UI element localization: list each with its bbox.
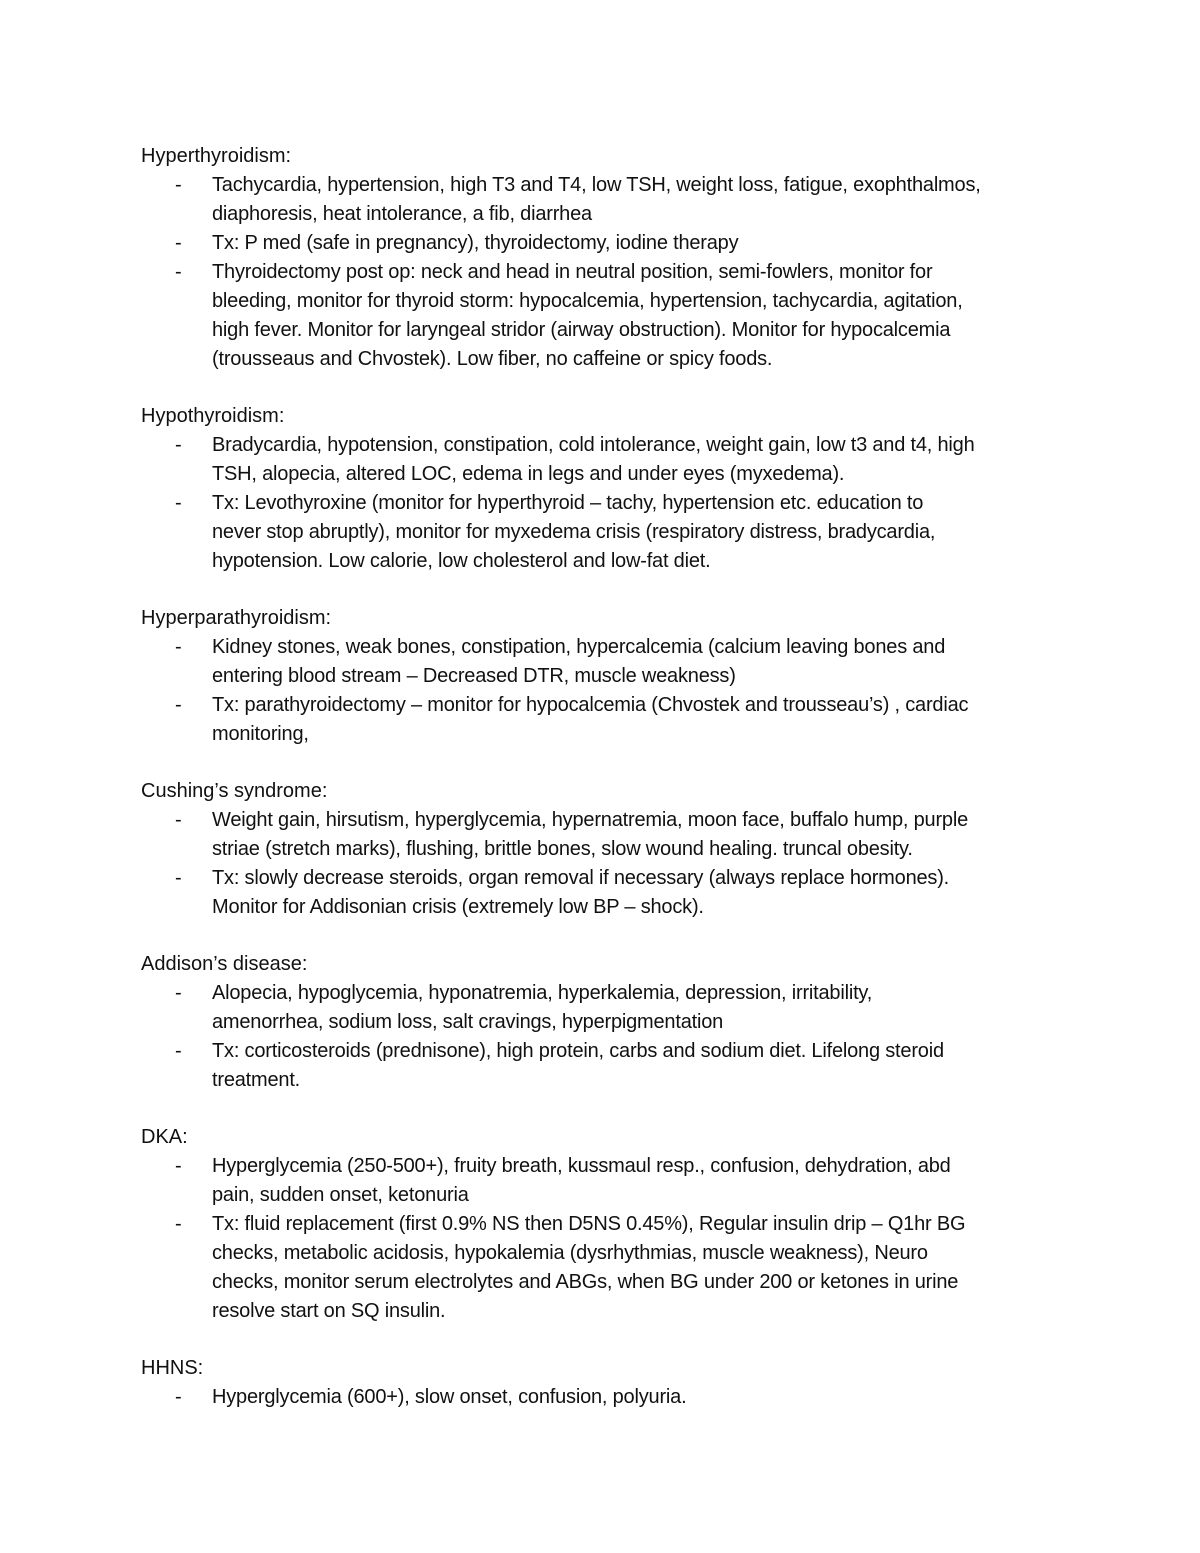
dash-bullet-icon: - bbox=[175, 982, 182, 1004]
list-item bbox=[141, 633, 1081, 691]
item-text-line: checks, monitor serum electrolytes and ABGs, when BG under 200 or ketones in urine bbox=[212, 1271, 959, 1293]
bullet-list bbox=[141, 979, 1081, 1095]
dash-bullet-icon: - bbox=[175, 636, 182, 658]
section bbox=[141, 950, 1081, 1095]
section bbox=[141, 777, 1081, 922]
section-heading: DKA: bbox=[141, 1126, 188, 1148]
list-item bbox=[141, 979, 1081, 1037]
item-text-line: Weight gain, hirsutism, hyperglycemia, hypernatremia, moon face, buffalo hump, purple bbox=[212, 809, 968, 831]
item-text-line: TSH, alopecia, altered LOC, edema in legs and under eyes (myxedema). bbox=[212, 463, 845, 485]
section-heading: Hyperparathyroidism: bbox=[141, 607, 332, 629]
dash-bullet-icon: - bbox=[175, 261, 182, 283]
dash-bullet-icon: - bbox=[175, 174, 182, 196]
item-text-line: Hyperglycemia (600+), slow onset, confusion, polyuria. bbox=[212, 1386, 687, 1408]
section bbox=[141, 1354, 1081, 1412]
list-item bbox=[141, 229, 1081, 258]
item-text-line: striae (stretch marks), flushing, brittle bones, slow wound healing. truncal obesity. bbox=[212, 838, 913, 860]
list-item bbox=[141, 431, 1081, 489]
item-text-line: bleeding, monitor for thyroid storm: hypocalcemia, hypertension, tachycardia, agitation, bbox=[212, 290, 963, 312]
item-text-line: resolve start on SQ insulin. bbox=[212, 1300, 446, 1322]
dash-bullet-icon: - bbox=[175, 694, 182, 716]
document-page bbox=[141, 142, 1081, 1440]
item-text-line: treatment. bbox=[212, 1069, 301, 1091]
item-text-line: pain, sudden onset, ketonuria bbox=[212, 1184, 469, 1206]
dash-bullet-icon: - bbox=[175, 1386, 182, 1408]
dash-bullet-icon: - bbox=[175, 492, 182, 514]
item-text-line: Tx: Levothyroxine (monitor for hyperthyroid – tachy, hypertension etc. education to bbox=[212, 492, 924, 514]
item-text-line: checks, metabolic acidosis, hypokalemia (dysrhythmias, muscle weakness), Neuro bbox=[212, 1242, 928, 1264]
list-item bbox=[141, 489, 1081, 576]
section bbox=[141, 402, 1081, 576]
item-text-line: (trousseaus and Chvostek). Low fiber, no caffeine or spicy foods. bbox=[212, 348, 773, 370]
list-item bbox=[141, 806, 1081, 864]
bullet-list bbox=[141, 806, 1081, 922]
item-text-line: Tachycardia, hypertension, high T3 and T4, low TSH, weight loss, fatigue, exophthalmos, bbox=[212, 174, 981, 196]
bullet-list bbox=[141, 1152, 1081, 1326]
section-heading: Hypothyroidism: bbox=[141, 405, 285, 427]
section bbox=[141, 142, 1081, 374]
list-item bbox=[141, 691, 1081, 749]
section-heading: Hyperthyroidism: bbox=[141, 145, 292, 167]
bullet-list bbox=[141, 633, 1081, 749]
item-text-line: high fever. Monitor for laryngeal stridor (airway obstruction). Monitor for hypocalcemia bbox=[212, 319, 951, 341]
dash-bullet-icon: - bbox=[175, 809, 182, 831]
item-text-line: Tx: fluid replacement (first 0.9% NS then D5NS 0.45%), Regular insulin drip – Q1hr BG bbox=[212, 1213, 966, 1235]
item-text-line: diaphoresis, heat intolerance, a fib, diarrhea bbox=[212, 203, 592, 225]
bullet-list bbox=[141, 1383, 1081, 1412]
list-item bbox=[141, 1210, 1081, 1326]
dash-bullet-icon: - bbox=[175, 867, 182, 889]
section-heading: Addison’s disease: bbox=[141, 953, 308, 975]
list-item bbox=[141, 1037, 1081, 1095]
item-text-line: amenorrhea, sodium loss, salt cravings, hyperpigmentation bbox=[212, 1011, 724, 1033]
list-item bbox=[141, 1152, 1081, 1210]
list-item bbox=[141, 1383, 1081, 1412]
dash-bullet-icon: - bbox=[175, 1213, 182, 1235]
item-text-line: Monitor for Addisonian crisis (extremely low BP – shock). bbox=[212, 896, 704, 918]
item-text-line: monitoring, bbox=[212, 723, 309, 745]
item-text-line: Bradycardia, hypotension, constipation, cold intolerance, weight gain, low t3 and t4, high bbox=[212, 434, 975, 456]
section bbox=[141, 604, 1081, 749]
dash-bullet-icon: - bbox=[175, 1040, 182, 1062]
list-item bbox=[141, 864, 1081, 922]
item-text-line: entering blood stream – Decreased DTR, muscle weakness) bbox=[212, 665, 736, 687]
item-text-line: hypotension. Low calorie, low cholesterol and low-fat diet. bbox=[212, 550, 711, 572]
bullet-list bbox=[141, 171, 1081, 374]
dash-bullet-icon: - bbox=[175, 1155, 182, 1177]
section-heading: HHNS: bbox=[141, 1357, 204, 1379]
item-text-line: never stop abruptly), monitor for myxedema crisis (respiratory distress, bradycardia, bbox=[212, 521, 936, 543]
list-item bbox=[141, 258, 1081, 374]
item-text-line: Tx: corticosteroids (prednisone), high protein, carbs and sodium diet. Lifelong steroid bbox=[212, 1040, 944, 1062]
item-text-line: Kidney stones, weak bones, constipation, hypercalcemia (calcium leaving bones and bbox=[212, 636, 946, 658]
section-heading: Cushing’s syndrome: bbox=[141, 780, 328, 802]
dash-bullet-icon: - bbox=[175, 232, 182, 254]
item-text-line: Tx: parathyroidectomy – monitor for hypocalcemia (Chvostek and trousseau’s) , cardiac bbox=[212, 694, 969, 716]
item-text-line: Hyperglycemia (250-500+), fruity breath, kussmaul resp., confusion, dehydration, abd bbox=[212, 1155, 951, 1177]
item-text-line: Thyroidectomy post op: neck and head in neutral position, semi-fowlers, monitor for bbox=[212, 261, 933, 283]
item-text-line: Tx: slowly decrease steroids, organ removal if necessary (always replace hormones). bbox=[212, 867, 950, 889]
dash-bullet-icon: - bbox=[175, 434, 182, 456]
bullet-list bbox=[141, 431, 1081, 576]
item-text-line: Tx: P med (safe in pregnancy), thyroidectomy, iodine therapy bbox=[212, 232, 739, 254]
section bbox=[141, 1123, 1081, 1326]
list-item bbox=[141, 171, 1081, 229]
item-text-line: Alopecia, hypoglycemia, hyponatremia, hyperkalemia, depression, irritability, bbox=[212, 982, 873, 1004]
